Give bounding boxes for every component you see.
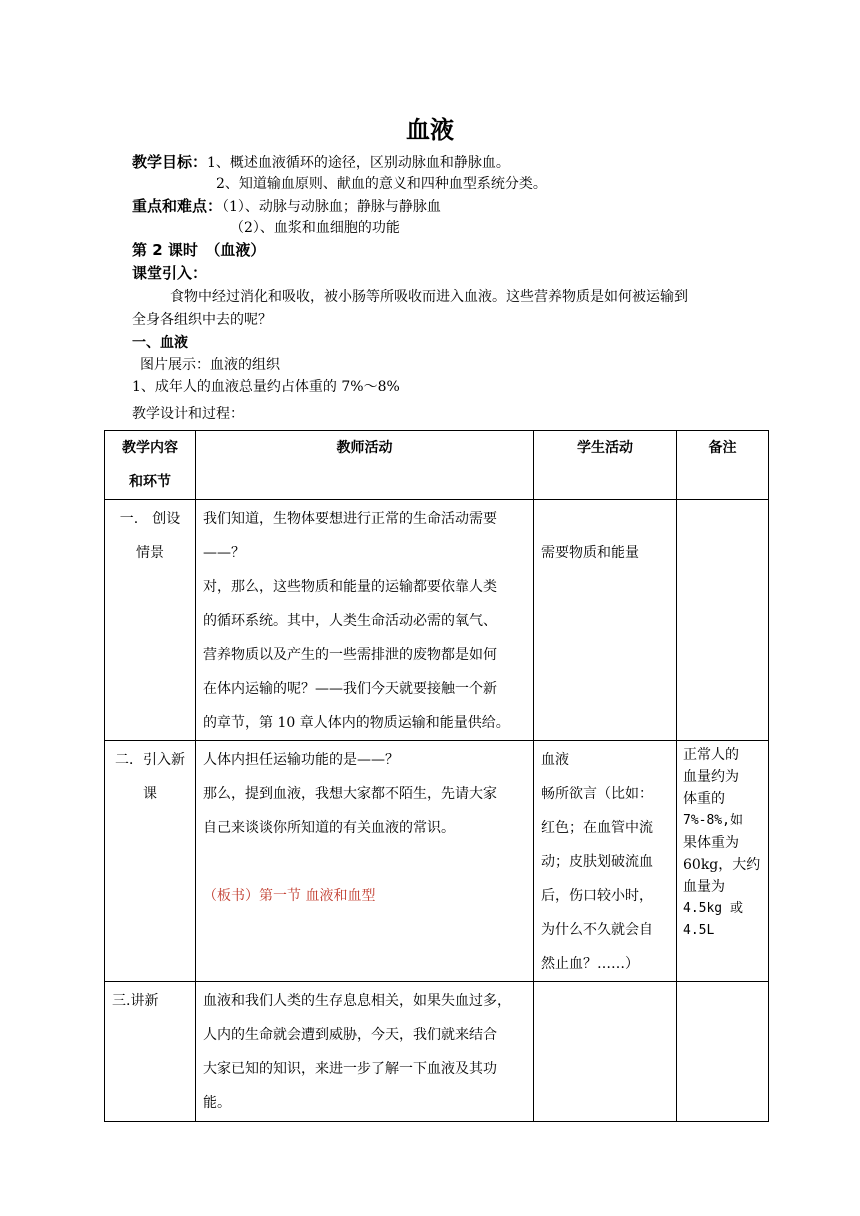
row2-remark-line: 果体重为 [683,835,739,851]
key-points-label: 重点和难点： [132,197,223,215]
key-points-line-1 [132,196,441,217]
row1-teacher-line: 在体内运输的呢？——我们今天就要接触一个新 [203,681,497,697]
row2-student-line: 为什么不久就会自 [541,922,653,938]
row1-stage [105,500,196,741]
blood-volume-fact: 1、成年人的血液总量约占体重的 7%～8% [132,379,400,395]
row3-remark [677,982,769,1122]
intro-paragraph-line-2: 全身各组织中去的呢？ [132,312,272,328]
header-content-line-2: 和环节 [129,474,171,490]
row2-remark-line: 60kg，大约 [683,857,761,873]
row3-teacher-line: 血液和我们人类的生存息息相关，如果失血过多， [203,993,511,1009]
header-student: 学生活动 [534,431,677,500]
row3-teacher-line: 能。 [203,1095,231,1111]
row2-remark-line: 体重的 [683,791,725,807]
row1-teacher-line: 我们知道，生物体要想进行正常的生命活动需要 [203,511,497,527]
table-header-row [105,431,769,500]
row1-teacher-line: 对，那么，这些物质和能量的运输都要依靠人类 [203,579,497,595]
row3-teacher-line: 人内的生命就会遭到威胁，今天，我们就来结合 [203,1027,497,1043]
row2-remark-line: 4.5kg 或 [683,901,743,916]
row2-stage-line-1: 二．引入新 [115,752,185,768]
row2-remark-line: 正常人的 [683,747,739,763]
row2-teacher-line: 自己来谈谈你所知道的有关血液的常识。 [203,820,455,836]
row1-teacher-line: 营养物质以及产生的一些需排泄的废物都是如何 [203,647,497,663]
row2-remark [677,741,769,982]
row2-student-line: 红色；在血管中流 [541,820,653,836]
objectives-line-1 [132,152,510,173]
row3-student [534,982,677,1122]
row1-remark [677,500,769,741]
board-writing-note: （板书）第一节 血液和血型 [203,888,376,904]
header-content-line-1: 教学内容 [122,440,178,456]
row2-student [534,741,677,982]
row1-teacher-line: 的章节，第 10 章人体内的物质运输和能量供给。 [203,715,510,731]
lesson-heading: 第 2 课时 （血液） [132,241,266,259]
row1-teacher-line: ——？ [203,545,245,561]
header-content [105,431,196,500]
design-label: 教学设计和过程： [132,406,244,422]
row2-teacher-line: 那么，提到血液，我想大家都不陌生，先请大家 [203,786,497,802]
row2-student-line: 动；皮肤划破流血 [541,854,653,870]
row2-remark-line: 血量为 [683,879,725,895]
row2-student-line: 血液 [541,752,569,768]
objective-item-1: 1、概述血液循环的途径，区别动脉血和静脉血。 [207,155,510,171]
row1-stage-line-1: 一. 创设 [119,511,181,527]
row1-stage-line-2: 情景 [136,545,164,561]
row2-stage-line-2: 课 [143,786,157,802]
page-title: 血液 [406,116,454,144]
intro-paragraph-line-1: 食物中经过消化和吸收，被小肠等所吸收而进入血液。这些营养物质是如何被运输到 [170,289,688,305]
row1-teacher-line: 的循环系统。其中，人类生命活动必需的氧气、 [203,613,497,629]
header-remark: 备注 [677,431,769,500]
key-point-item-2: （2）、血浆和血细胞的功能 [230,220,400,236]
lesson-plan-table [104,430,769,1122]
row1-student: 需要物质和能量 [534,500,677,741]
header-teacher: 教师活动 [196,431,534,500]
row2-remark-line: 7%-8%,如 [683,813,743,828]
row3-stage: 三.讲新 [105,982,196,1122]
table-row [105,500,769,741]
table-row [105,741,769,982]
section-heading-blood: 一、血液 [132,335,188,351]
row2-student-line: 然止血？……） [541,956,639,972]
objective-item-2: 2、知道输血原则、献血的意义和四种血型系统分类。 [216,176,547,192]
row2-teacher [196,741,534,982]
row2-remark-line: 血量约为 [683,769,739,785]
row2-remark-line: 4.5L [683,923,715,938]
row1-teacher [196,500,534,741]
key-point-item-1: （1）、动脉与动脉血；静脉与静脉血 [222,199,441,215]
row2-student-line: 后，伤口较小时， [541,888,653,904]
row2-stage [105,741,196,982]
intro-heading: 课堂引入： [132,264,208,282]
table-row [105,982,769,1122]
row2-teacher-spacer [203,845,526,879]
row2-teacher-line: 人体内担任运输功能的是——？ [203,752,399,768]
row3-teacher-line: 大家已知的知识，来进一步了解一下血液及其功 [203,1061,497,1077]
picture-note: 图片展示：血液的组织 [140,357,280,373]
row2-student-line: 畅所欲言（比如： [541,786,653,802]
row3-teacher [196,982,534,1122]
objectives-label: 教学目标： [132,153,208,171]
